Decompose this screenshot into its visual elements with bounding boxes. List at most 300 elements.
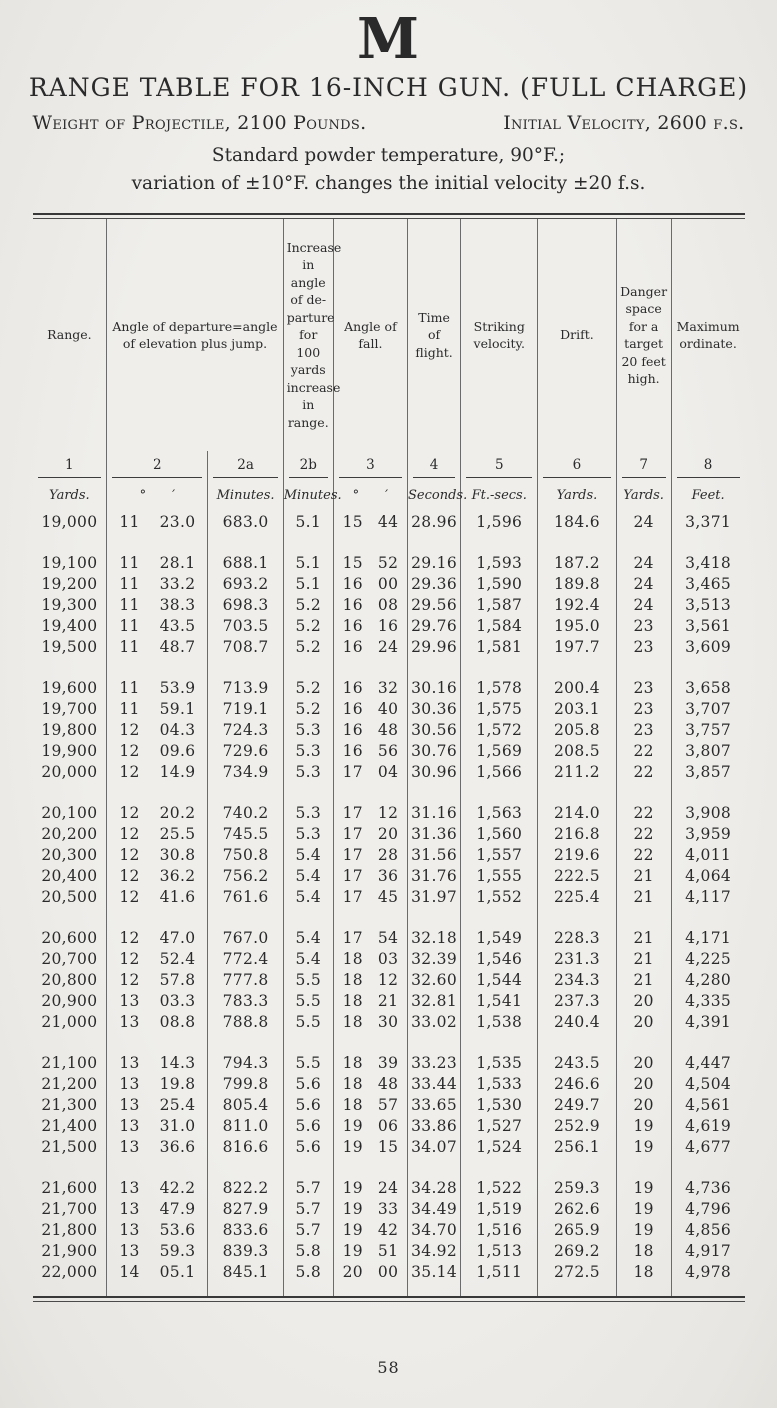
table-subvalue: 15 (377, 1138, 399, 1157)
table-subvalue: 14.9 (159, 763, 196, 782)
table-subvalue: 30 (377, 1013, 399, 1032)
table-cell (333, 1137, 407, 1158)
table-row (33, 887, 745, 908)
table-subvalue: 12 (119, 888, 140, 907)
table-subvalue: 21 (377, 992, 399, 1011)
table-cell: 19 (616, 1220, 671, 1241)
table-row (33, 845, 745, 866)
table-cell (33, 783, 107, 803)
table-cell: 262.6 (538, 1199, 616, 1220)
table-cell (461, 658, 538, 678)
table-cell: 29.16 (408, 553, 461, 574)
table-subvalue: 00 (377, 575, 399, 594)
table-cell (333, 762, 407, 783)
table-cell: 240.4 (538, 1012, 616, 1033)
table-cell (107, 991, 208, 1012)
table-subvalue: 30.8 (159, 846, 196, 865)
table-subvalue: 17 (342, 763, 363, 782)
table-cell: 5.5 (283, 1053, 333, 1074)
table-subvalue: 04 (377, 763, 399, 782)
table-cell (107, 533, 208, 553)
table-cell (538, 1033, 616, 1053)
table-cell: 214.0 (538, 803, 616, 824)
col-header-striking-velocity: Striking velocity. (461, 219, 538, 451)
table-cell: 788.8 (208, 1012, 283, 1033)
table-cell (616, 1033, 671, 1053)
table-subvalue: 16 (377, 617, 399, 636)
table-cell (333, 1053, 407, 1074)
table-cell: 19,000 (33, 512, 107, 533)
table-subvalue: 24 (377, 1179, 399, 1198)
table-row (33, 1241, 745, 1262)
degree-symbol: ° (139, 487, 147, 503)
table-cell: 19 (616, 1116, 671, 1137)
table-cell (333, 824, 407, 845)
table-subvalue: 16 (342, 679, 363, 698)
table-subvalue: 19 (342, 1117, 363, 1136)
table-cell: 32.60 (408, 970, 461, 991)
table-cell (538, 658, 616, 678)
table-cell: 4,561 (685, 1096, 732, 1115)
table-row (33, 1178, 745, 1199)
table-cell: 23 (616, 720, 671, 741)
table-subvalue: 13 (119, 1242, 140, 1261)
table-cell: 21,800 (33, 1220, 107, 1241)
table-subvalue: 48 (377, 721, 399, 740)
table-cell: 192.4 (538, 595, 616, 616)
table-cell: 23 (616, 678, 671, 699)
table-cell: 4,447 (685, 1054, 732, 1073)
table-subvalue: 18 (342, 1075, 363, 1094)
table-cell (408, 1158, 461, 1178)
table-cell: 20,100 (33, 803, 107, 824)
table-cell: 225.4 (538, 887, 616, 908)
table-cell (671, 1033, 744, 1053)
table-cell: 200.4 (538, 678, 616, 699)
table-cell: 734.9 (208, 762, 283, 783)
table-cell (333, 1241, 407, 1262)
table-subvalue: 12 (119, 742, 140, 761)
table-cell: 1,569 (461, 741, 538, 762)
table-cell: 5.5 (283, 1012, 333, 1033)
units-row (33, 478, 745, 512)
table-subvalue: 17 (342, 804, 363, 823)
table-cell: 5.6 (283, 1116, 333, 1137)
projectile-weight-label: Weight of Projectile, 2100 Pounds. (32, 111, 367, 134)
table-cell (333, 595, 407, 616)
table-cell (333, 1158, 407, 1178)
table-cell: 5.4 (283, 949, 333, 970)
table-cell: 688.1 (208, 553, 283, 574)
table-cell: 750.8 (208, 845, 283, 866)
table-cell (33, 908, 107, 928)
table-subvalue: 19.8 (159, 1075, 196, 1094)
table-cell (208, 1283, 283, 1296)
table-subvalue: 00 (377, 1263, 399, 1282)
table-cell: 1,511 (461, 1262, 538, 1283)
table-cell: 30.36 (408, 699, 461, 720)
table-subvalue: 36.6 (159, 1138, 196, 1157)
table-cell (461, 533, 538, 553)
initial-velocity-label: Initial Velocity, 2600 f.s. (503, 111, 745, 134)
table-cell (671, 908, 744, 928)
table-cell (107, 720, 208, 741)
table-cell: 237.3 (538, 991, 616, 1012)
table-cell (283, 783, 333, 803)
col-header-drift: Drift. (538, 219, 616, 451)
table-subvalue: 42 (377, 1221, 399, 1240)
table-subvalue: 17 (342, 825, 363, 844)
table-cell: 234.3 (538, 970, 616, 991)
table-cell: 1,555 (461, 866, 538, 887)
unit-label: Ft.-secs. (461, 478, 538, 512)
group-spacer-row (33, 1158, 745, 1178)
unit-label: Minutes. (283, 478, 333, 512)
table-cell: 5.6 (283, 1137, 333, 1158)
table-subvalue: 17 (342, 846, 363, 865)
group-spacer-row (33, 533, 745, 553)
table-cell (107, 1074, 208, 1095)
table-cell: 827.9 (208, 1199, 283, 1220)
table-subvalue: 14.3 (159, 1054, 196, 1073)
table-cell: 4,796 (685, 1200, 732, 1219)
table-subvalue: 12 (119, 825, 140, 844)
table-cell: 3,707 (685, 700, 732, 719)
minute-symbol: ′ (172, 487, 176, 503)
table-subvalue: 12 (119, 846, 140, 865)
table-cell: 724.3 (208, 720, 283, 741)
table-cell (208, 658, 283, 678)
table-cell: 20 (616, 1074, 671, 1095)
table-cell (538, 1283, 616, 1296)
table-cell: 33.65 (408, 1095, 461, 1116)
table-cell: 5.1 (283, 553, 333, 574)
table-cell: 794.3 (208, 1053, 283, 1074)
table-cell (33, 533, 107, 553)
table-cell: 719.1 (208, 699, 283, 720)
table-cell (671, 1158, 744, 1178)
table-cell: 20,700 (33, 949, 107, 970)
table-cell: 777.8 (208, 970, 283, 991)
table-subvalue: 18 (342, 971, 363, 990)
table-row (33, 866, 745, 887)
table-row (33, 1095, 745, 1116)
table-cell: 805.4 (208, 1095, 283, 1116)
table-cell: 845.1 (208, 1262, 283, 1283)
table-subvalue: 19 (342, 1138, 363, 1157)
table-cell: 761.6 (208, 887, 283, 908)
table-cell: 698.3 (208, 595, 283, 616)
table-cell: 3,418 (685, 554, 732, 573)
table-cell: 32.39 (408, 949, 461, 970)
table-subvalue: 32 (377, 679, 399, 698)
table-subvalue: 12 (119, 867, 140, 886)
table-cell: 231.3 (538, 949, 616, 970)
table-cell: 23 (616, 637, 671, 658)
table-subvalue: 54 (377, 929, 399, 948)
table-cell (616, 908, 671, 928)
table-subvalue: 19 (342, 1200, 363, 1219)
table-cell: 1,524 (461, 1137, 538, 1158)
table-cell: 21,400 (33, 1116, 107, 1137)
table-cell: 20 (616, 991, 671, 1012)
table-cell: 34.28 (408, 1178, 461, 1199)
table-cell: 21,000 (33, 1012, 107, 1033)
table-subvalue: 13 (119, 992, 140, 1011)
table-subvalue: 13 (119, 1117, 140, 1136)
col-header-increase: Increase in angle of departure for 100 yards increase in range. (283, 219, 333, 451)
table-cell: 799.8 (208, 1074, 283, 1095)
table-subvalue: 47.9 (159, 1200, 196, 1219)
group-spacer-row (33, 1033, 745, 1053)
table-cell (333, 887, 407, 908)
table-cell: 5.8 (283, 1262, 333, 1283)
table-cell: 246.6 (538, 1074, 616, 1095)
table-subvalue: 16 (342, 617, 363, 636)
table-cell (107, 824, 208, 845)
unit-label: Yards. (33, 478, 107, 512)
table-cell (208, 533, 283, 553)
table-subvalue: 13 (119, 1221, 140, 1240)
table-cell: 32.18 (408, 928, 461, 949)
table-subvalue: 40 (377, 700, 399, 719)
table-cell (461, 783, 538, 803)
table-cell (616, 658, 671, 678)
table-cell: 21,600 (33, 1178, 107, 1199)
table-cell (333, 783, 407, 803)
table-row (33, 553, 745, 574)
table-cell (333, 574, 407, 595)
table-cell: 1,596 (461, 512, 538, 533)
table-cell: 23 (616, 699, 671, 720)
table-cell: 34.49 (408, 1199, 461, 1220)
table-cell: 22,000 (33, 1262, 107, 1283)
table-cell (33, 1158, 107, 1178)
table-subvalue: 18 (342, 1013, 363, 1032)
table-cell: 1,575 (461, 699, 538, 720)
minute-symbol: ′ (385, 487, 389, 503)
table-row (33, 574, 745, 595)
table-cell: 31.36 (408, 824, 461, 845)
table-subvalue: 11 (119, 513, 140, 532)
table-cell: 5.2 (283, 678, 333, 699)
table-row (33, 949, 745, 970)
table-cell (283, 1158, 333, 1178)
group-spacer-row (33, 783, 745, 803)
table-cell: 19,400 (33, 616, 107, 637)
table-cell (333, 866, 407, 887)
table-cell: 833.6 (208, 1220, 283, 1241)
table-cell (107, 512, 208, 533)
table-subvalue: 36 (377, 867, 399, 886)
table-cell: 259.3 (538, 1178, 616, 1199)
table-subvalue: 31.0 (159, 1117, 196, 1136)
unit-label: Seconds. (408, 478, 461, 512)
table-subvalue: 57 (377, 1096, 399, 1115)
table-cell: 1,566 (461, 762, 538, 783)
table-subvalue: 25.5 (159, 825, 196, 844)
table-cell: 20,300 (33, 845, 107, 866)
table-cell: 3,807 (685, 742, 732, 761)
table-cell (333, 970, 407, 991)
table-subvalue: 52.4 (159, 950, 196, 969)
col-header-time-flight: Time of flight. (408, 219, 461, 451)
table-cell: 19 (616, 1178, 671, 1199)
table-cell (671, 533, 744, 553)
table-cell: 1,593 (461, 553, 538, 574)
table-cell: 1,587 (461, 595, 538, 616)
table-cell: 729.6 (208, 741, 283, 762)
table-cell (333, 908, 407, 928)
table-cell: 208.5 (538, 741, 616, 762)
table-cell (408, 1033, 461, 1053)
table-cell (107, 803, 208, 824)
table-row (33, 678, 745, 699)
table-subvalue: 15 (342, 554, 363, 573)
table-subvalue: 28 (377, 846, 399, 865)
table-subvalue: 11 (119, 554, 140, 573)
table-row (33, 970, 745, 991)
table-subvalue: 14 (119, 1263, 140, 1282)
table-cell (333, 1012, 407, 1033)
table-cell (616, 783, 671, 803)
table-cell: 20,200 (33, 824, 107, 845)
table-cell (538, 783, 616, 803)
table-cell (107, 741, 208, 762)
table-cell (33, 1283, 107, 1296)
table-cell: 1,546 (461, 949, 538, 970)
table-cell: 184.6 (538, 512, 616, 533)
table-cell (33, 1033, 107, 1053)
col-header-angle-fall: Angle of fall. (333, 219, 407, 451)
table-row (33, 1199, 745, 1220)
table-subvalue: 36.2 (159, 867, 196, 886)
table-cell (107, 887, 208, 908)
range-table-body (33, 512, 745, 1296)
table-cell (107, 699, 208, 720)
table-cell (333, 1178, 407, 1199)
table-cell: 19,100 (33, 553, 107, 574)
col-header-range: Range. (33, 219, 107, 451)
table-cell: 23 (616, 616, 671, 637)
table-subvalue: 12 (119, 804, 140, 823)
table-cell: 3,371 (685, 513, 732, 532)
table-subvalue: 12 (119, 971, 140, 990)
table-cell (333, 1074, 407, 1095)
table-cell (107, 845, 208, 866)
table-cell (333, 741, 407, 762)
table-cell: 5.3 (283, 803, 333, 824)
table-cell: 19,200 (33, 574, 107, 595)
table-cell: 5.7 (283, 1199, 333, 1220)
table-cell: 1,572 (461, 720, 538, 741)
table-cell: 24 (616, 553, 671, 574)
table-cell (408, 658, 461, 678)
table-cell (671, 658, 744, 678)
table-subvalue: 56 (377, 742, 399, 761)
note-line-1: Standard powder temperature, 90°F.; (211, 144, 566, 166)
table-cell: 22 (616, 762, 671, 783)
table-cell (461, 1033, 538, 1053)
table-cell: 269.2 (538, 1241, 616, 1262)
table-subvalue: 12 (119, 763, 140, 782)
table-cell: 21,200 (33, 1074, 107, 1095)
table-cell: 243.5 (538, 1053, 616, 1074)
col-number: 2 (107, 451, 208, 478)
table-cell: 22 (616, 824, 671, 845)
table-cell (333, 512, 407, 533)
table-cell: 4,504 (685, 1075, 732, 1094)
table-cell: 21 (616, 928, 671, 949)
table-cell (107, 574, 208, 595)
table-subvalue: 13 (119, 1138, 140, 1157)
table-cell (333, 658, 407, 678)
table-cell: 822.2 (208, 1178, 283, 1199)
table-cell (107, 1241, 208, 1262)
table-cell (107, 1053, 208, 1074)
table-cell: 222.5 (538, 866, 616, 887)
table-cell: 33.23 (408, 1053, 461, 1074)
table-cell: 740.2 (208, 803, 283, 824)
table-cell: 703.5 (208, 616, 283, 637)
table-cell: 5.2 (283, 637, 333, 658)
table-cell: 24 (616, 574, 671, 595)
table-cell: 745.5 (208, 824, 283, 845)
table-cell: 1,530 (461, 1095, 538, 1116)
table-cell (333, 637, 407, 658)
table-cell: 31.16 (408, 803, 461, 824)
table-cell (616, 1283, 671, 1296)
table-cell: 3,513 (685, 596, 732, 615)
table-cell (107, 866, 208, 887)
table-subvalue: 15 (342, 513, 363, 532)
table-cell: 21 (616, 970, 671, 991)
table-subvalue: 43.5 (159, 617, 196, 636)
table-cell: 772.4 (208, 949, 283, 970)
table-subvalue: 05.1 (159, 1263, 196, 1282)
table-cell: 1,527 (461, 1116, 538, 1137)
unit-label: Feet. (691, 487, 725, 503)
table-subvalue: 18 (342, 992, 363, 1011)
table-cell: 1,544 (461, 970, 538, 991)
unit-label: Yards. (538, 478, 616, 512)
table-subvalue: 17 (342, 867, 363, 886)
table-cell: 33.86 (408, 1116, 461, 1137)
table-cell: 31.56 (408, 845, 461, 866)
table-cell: 249.7 (538, 1095, 616, 1116)
table-cell: 839.3 (208, 1241, 283, 1262)
table-subvalue: 33.2 (159, 575, 196, 594)
table-cell: 5.6 (283, 1095, 333, 1116)
table-cell: 5.6 (283, 1074, 333, 1095)
column-number-row (33, 451, 745, 478)
col-header-danger-space: Danger space for a target 20 feet high. (616, 219, 671, 451)
table-row (33, 928, 745, 949)
table-subvalue: 13 (119, 1013, 140, 1032)
page-number: 58 (377, 1358, 400, 1377)
table-cell: 265.9 (538, 1220, 616, 1241)
table-cell: 21,300 (33, 1095, 107, 1116)
table-subvalue: 11 (119, 575, 140, 594)
table-cell (408, 1283, 461, 1296)
table-subvalue: 19 (342, 1179, 363, 1198)
table-cell: 33.44 (408, 1074, 461, 1095)
table-cell: 18 (616, 1241, 671, 1262)
table-cell (107, 1033, 208, 1053)
table-cell (208, 908, 283, 928)
table-cell (107, 1262, 208, 1283)
table-cell (107, 1012, 208, 1033)
